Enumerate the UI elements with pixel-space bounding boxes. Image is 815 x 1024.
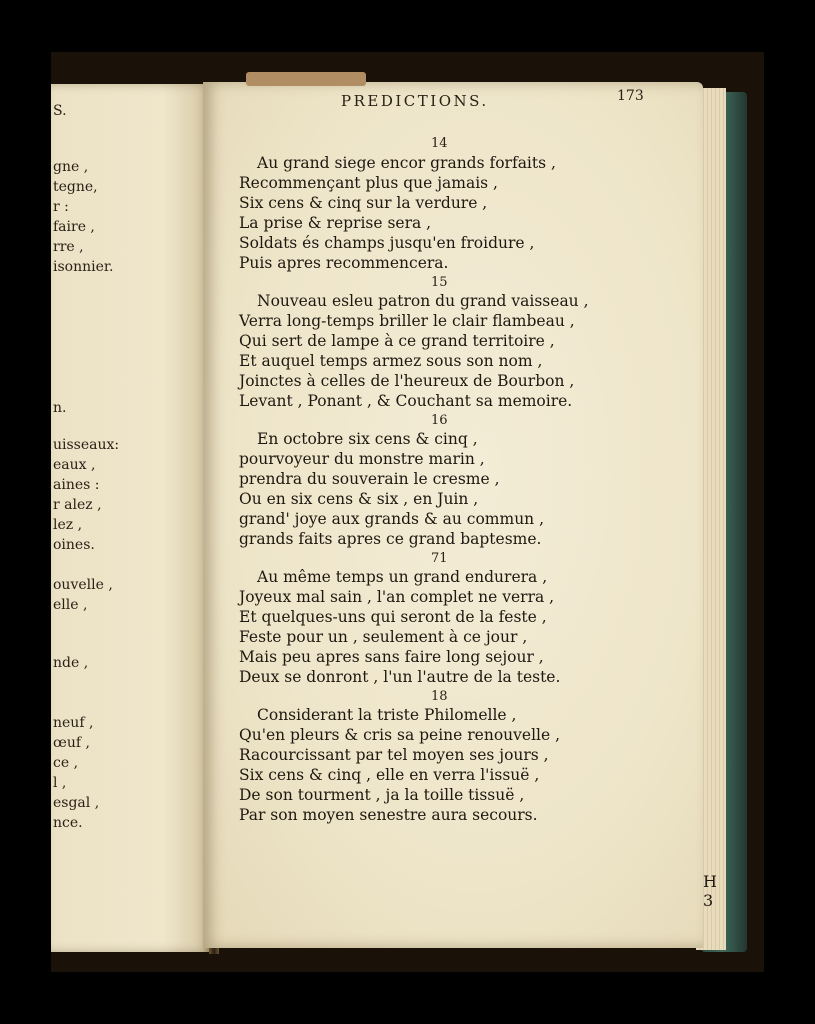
left-fragment: r alez , (53, 497, 102, 513)
right-page (203, 82, 717, 948)
left-page (51, 84, 211, 952)
left-fragment: neuf , (53, 715, 94, 731)
verse-line: Six cens & cinq sur la verdure , (239, 194, 488, 212)
verse-line: Joinctes à celles de l'heureux de Bourbon , (239, 372, 575, 390)
verse-line: Deux se donront , l'un l'autre de la teste. (239, 668, 561, 686)
left-fragment: aines : (53, 477, 100, 493)
verse-line: Levant , Ponant , & Couchant sa memoire. (239, 392, 573, 410)
stanza-number: 16 (431, 413, 448, 428)
verse-line: En octobre six cens & cinq , (257, 430, 478, 448)
verse-line: Mais peu apres sans faire long sejour , (239, 648, 544, 666)
stanza-number: 15 (431, 275, 448, 290)
left-fragment: S. (53, 103, 67, 119)
left-fragment: tegne, (53, 179, 98, 195)
verse-line: Et auquel temps armez sous son nom , (239, 352, 543, 370)
page-signature: H 3 (703, 872, 717, 910)
left-fragment: n. (53, 400, 67, 416)
left-fragment: r : (53, 199, 69, 215)
left-fragment: lez , (53, 517, 83, 533)
verse-line: La prise & reprise sera , (239, 214, 432, 232)
left-fragment: elle , (53, 597, 88, 613)
left-fragment: esgal , (53, 795, 100, 811)
running-head: PREDICTIONS. (341, 92, 489, 110)
left-fragment: rre , (53, 239, 84, 255)
verse-line: grands faits apres ce grand baptesme. (239, 530, 542, 548)
left-fragment: ouvelle , (53, 577, 113, 593)
book-scan (51, 52, 764, 972)
left-fragment: nde , (53, 655, 89, 671)
torn-paper-strip (246, 72, 366, 86)
verse-line: Au même temps un grand endurera , (257, 568, 548, 586)
verse-line: Ou en six cens & six , en Juin , (239, 490, 479, 508)
left-fragment: œuf , (53, 735, 90, 751)
verse-line: Au grand siege encor grands forfaits , (257, 154, 556, 172)
verse-line: prendra du souverain le cresme , (239, 470, 500, 488)
stanza-number: 14 (431, 136, 448, 151)
left-fragment: eaux , (53, 457, 96, 473)
left-fragment: ce , (53, 755, 79, 771)
verse-line: Soldats és champs jusqu'en froidure , (239, 234, 535, 252)
verse-line: Qui sert de lampe à ce grand territoire , (239, 332, 555, 350)
left-fragment: oines. (53, 537, 95, 553)
verse-line: Racourcissant par tel moyen ses jours , (239, 746, 549, 764)
verse-line: Nouveau esleu patron du grand vaisseau , (257, 292, 589, 310)
verse-line: pourvoyeur du monstre marin , (239, 450, 485, 468)
verse-line: Joyeux mal sain , l'an complet ne verra , (239, 588, 555, 606)
verse-line: Verra long-temps briller le clair flambeau , (239, 312, 575, 330)
left-fragment: faire , (53, 219, 95, 235)
verse-line: Considerant la triste Philomelle , (257, 706, 517, 724)
verse-line: Recommençant plus que jamais , (239, 174, 498, 192)
left-fragment: isonnier. (53, 259, 114, 275)
verse-line: Feste pour un , seulement à ce jour , (239, 628, 528, 646)
left-fragment: nce. (53, 815, 83, 831)
stanza-number: 18 (431, 689, 448, 704)
verse-line: Six cens & cinq , elle en verra l'issuë , (239, 766, 540, 784)
verse-line: grand' joye aux grands & au commun , (239, 510, 545, 528)
left-fragment: gne , (53, 159, 89, 175)
verse-line: Puis apres recommencera. (239, 254, 449, 272)
verse-line: Et quelques-uns qui seront de la feste , (239, 608, 547, 626)
verse-line: Par son moyen senestre aura secours. (239, 806, 538, 824)
verse-line: Qu'en pleurs & cris sa peine renouvelle , (239, 726, 561, 744)
stanza-number: 71 (431, 551, 448, 566)
left-fragment: uisseaux: (53, 437, 120, 453)
left-fragment: l , (53, 775, 67, 791)
page-number: 173 (617, 88, 644, 104)
verse-line: De son tourment , ja la toille tissuë , (239, 786, 525, 804)
